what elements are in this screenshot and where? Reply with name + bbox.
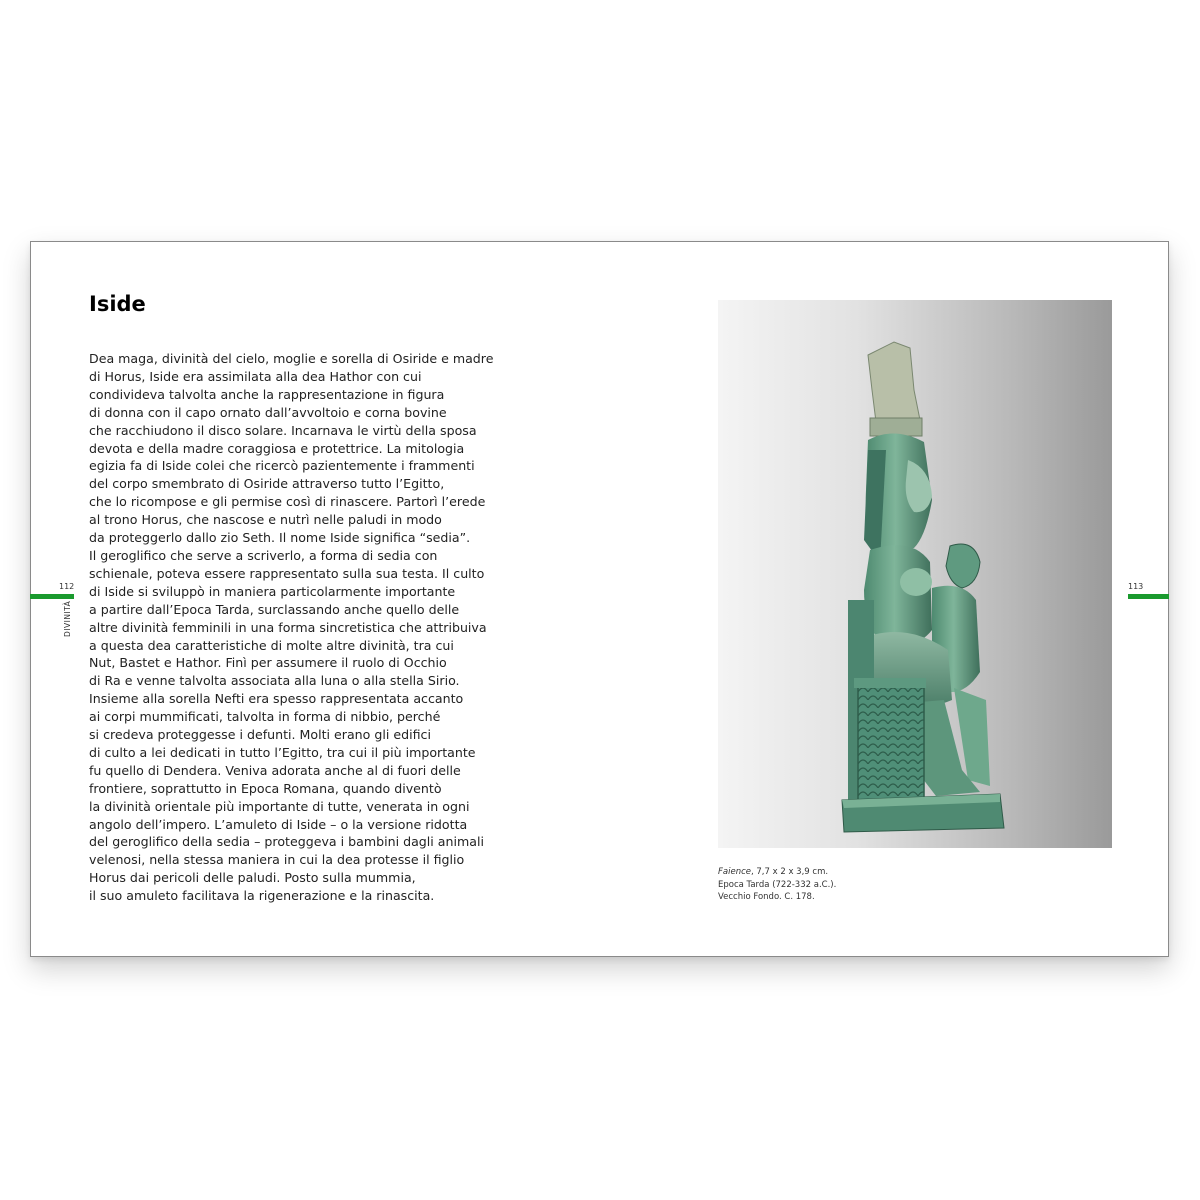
caption-collection: Vecchio Fondo. C. 178. <box>718 892 815 902</box>
body-line: Il geroglifico che serve a scriverlo, a forma di sedia con <box>89 547 438 563</box>
caption-line-1 <box>718 866 836 879</box>
body-line: che lo ricompose e gli permise così di rinascere. Partorì l’erede <box>89 494 486 510</box>
body-line: Dea maga, divinità del cielo, moglie e sorella di Osiride e madre <box>89 351 494 366</box>
page-number-right: 113 <box>1128 582 1144 591</box>
section-marker-right <box>1128 594 1169 599</box>
body-line: il suo amuleto facilitava la rigenerazione e la rinascita. <box>89 888 435 904</box>
caption-material: Faience <box>718 867 751 877</box>
body-line: che racchiudono il disco solare. Incarnava le virtù della sposa <box>89 422 477 438</box>
body-line: la divinità orientale più importante di tutte, venerata in ogni <box>89 798 470 814</box>
photo-caption <box>718 866 836 904</box>
body-line: del corpo smembrato di Osiride attraverso tutto l’Egitto, <box>89 476 445 492</box>
body-line: si credeva proteggesse i defunti. Molti erano gli edifici <box>89 727 431 743</box>
body-line: da proteggerlo dallo zio Seth. Il nome Iside significa “sedia”. <box>89 530 471 546</box>
body-line: fu quello di Dendera. Veniva adorata anche al di fuori delle <box>89 762 461 778</box>
body-line: velenosi, nella stessa maniera in cui la dea protesse il figlio <box>89 852 465 868</box>
body-line: devota e della madre coraggiosa e protettrice. La mitologia <box>89 440 465 456</box>
body-line: schienale, poteva essere rappresentato sulla sua testa. Il culto <box>89 565 485 581</box>
body-line: a partire dall’Epoca Tarda, surclassando anche quello delle <box>89 601 460 617</box>
page-title: Iside <box>89 292 146 316</box>
body-line: di Iside si sviluppò in maniera particolarmente importante <box>89 583 456 599</box>
body-line: al trono Horus, che nascose e nutrì nelle paludi in modo <box>89 512 442 528</box>
page-number-left: 112 <box>59 582 75 591</box>
body-line: angolo dell’impero. L’amuleto di Iside – o la versione ridotta <box>89 816 468 832</box>
body-line: altre divinità femminili in una forma sincretistica che attribuiva <box>89 619 487 635</box>
body-line: egizia fa di Iside colei che ricercò pazientemente i frammenti <box>89 458 475 474</box>
statue-photo <box>718 300 1112 848</box>
body-line: di donna con il capo ornato dall’avvoltoio e corna bovine <box>89 404 447 420</box>
body-line: di culto a lei dedicati in tutto l’Egitto, tra cui il più importante <box>89 744 476 760</box>
body-line: di Horus, Iside era assimilata alla dea Hathor con cui <box>89 368 422 384</box>
body-line: condivideva talvolta anche la rappresentazione in figura <box>89 386 445 402</box>
body-line: ai corpi mummificati, talvolta in forma di nibbio, perché <box>89 709 441 725</box>
body-line: Nut, Bastet e Hathor. Finì per assumere il ruolo di Occhio <box>89 655 447 671</box>
body-line: Insieme alla sorella Nefti era spesso rappresentata accanto <box>89 691 464 707</box>
body-line: Horus dai pericoli delle paludi. Posto sulla mummia, <box>89 870 416 886</box>
body-line: a questa dea caratteristiche di molte altre divinità, tra cui <box>89 637 454 653</box>
body-text <box>89 350 509 905</box>
body-line: del geroglifico della sedia – proteggeva i bambini dagli animali <box>89 834 484 850</box>
body-line: frontiere, soprattutto in Epoca Romana, quando diventò <box>89 780 442 796</box>
body-line: di Ra e venne talvolta associata alla luna o alla stella Sirio. <box>89 673 460 689</box>
caption-period: Epoca Tarda (722-332 a.C.). <box>718 879 837 890</box>
section-marker-left <box>30 594 74 599</box>
caption-dimensions: , 7,7 x 2 x 3,9 cm. <box>750 867 829 877</box>
isis-statue-image <box>718 300 1112 848</box>
section-label: DIVINITÀ <box>63 600 72 637</box>
book-spread <box>30 241 1169 957</box>
